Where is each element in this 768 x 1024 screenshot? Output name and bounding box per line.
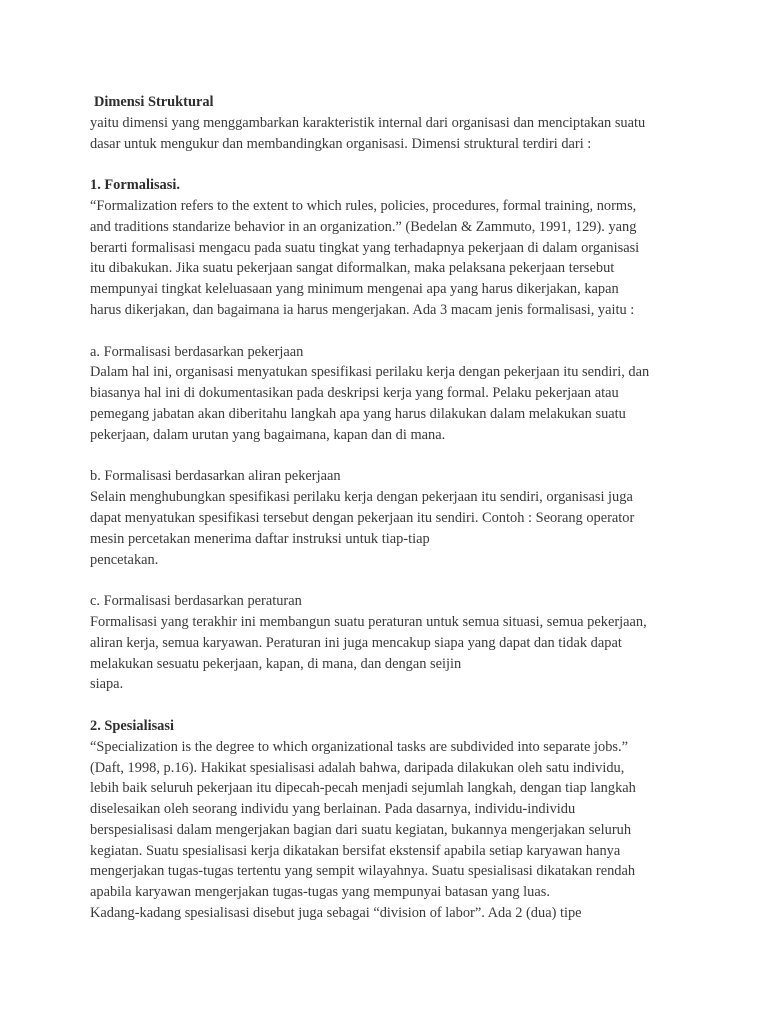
paragraph-line: Formalisasi yang terakhir ini membangun suatu peraturan untuk semua situasi, semua pekerjaan, bbox=[90, 613, 647, 630]
paragraph-line: Dalam hal ini, organisasi menyatukan spesifikasi perilaku kerja dengan pekerjaan itu sendiri, dan bbox=[90, 364, 650, 381]
paragraph-line: aliran kerja, semua karyawan. Peraturan ini juga mencakup siapa yang dapat dan tidak dapat bbox=[90, 634, 622, 651]
document-page bbox=[90, 92, 690, 924]
paragraph-line: pencetakan. bbox=[90, 551, 159, 568]
section-heading-spesialisasi: 2. Spesialisasi bbox=[90, 717, 174, 734]
paragraph-gap bbox=[90, 321, 690, 342]
subsection-heading-a: a. Formalisasi berdasarkan pekerjaan bbox=[90, 343, 304, 360]
paragraph-line: mempunyai tingkat keleluasaan yang minimum mengenai apa yang harus dikerjakan, kapan bbox=[90, 281, 619, 298]
paragraph-line: pekerjaan, dalam urutan yang bagaimana, kapan dan di mana. bbox=[90, 426, 446, 443]
paragraph-line: siapa. bbox=[90, 676, 124, 693]
paragraph-line: and traditions standarize behavior in an organization.” (Bedelan & Zammuto, 1991, 129). yang bbox=[90, 218, 637, 235]
paragraph-line: “Specialization is the degree to which organizational tasks are subdivided into separate jobs.” bbox=[90, 738, 629, 755]
paragraph-line: harus dikerjakan, dan bagaimana ia harus mengerjakan. Ada 3 macam jenis formalisasi, yaitu : bbox=[90, 301, 635, 318]
paragraph-line: itu dibakukan. Jika suatu pekerjaan sangat diformalkan, maka pelaksana pekerjaan tersebut bbox=[90, 260, 615, 277]
paragraph-line: mesin percetakan menerima daftar instruksi untuk tiap-tiap bbox=[90, 530, 430, 547]
paragraph-line: kegiatan. Suatu spesialisasi kerja dikatakan bersifat ekstensif apabila setiap karyawan hanya bbox=[90, 842, 621, 859]
subsection-heading-b: b. Formalisasi berdasarkan aliran pekerjaan bbox=[90, 468, 341, 485]
subsection-heading-c: c. Formalisasi berdasarkan peraturan bbox=[90, 593, 302, 610]
paragraph-line: mengerjakan tugas-tugas tertentu yang sempit wilayahnya. Suatu spesialisasi dikatakan rendah bbox=[90, 863, 636, 880]
paragraph-gap bbox=[90, 570, 690, 591]
paragraph-line: Kadang-kadang spesialisasi disebut juga sebagai “division of labor”. Ada 2 (dua) tipe bbox=[90, 905, 582, 922]
paragraph-line: Selain menghubungkan spesifikasi perilaku kerja dengan pekerjaan itu sendiri, organisasi juga bbox=[90, 489, 633, 506]
document-title: Dimensi Struktural bbox=[94, 94, 214, 110]
paragraph-line: (Daft, 1998, p.16). Hakikat spesialisasi adalah bahwa, daripada dilakukan oleh satu individu, bbox=[90, 759, 625, 776]
intro-line: dasar untuk mengukur dan membandingkan organisasi. Dimensi struktural terdiri dari : bbox=[90, 135, 592, 152]
paragraph-gap bbox=[90, 154, 690, 175]
paragraph-line: melakukan sesuatu pekerjaan, kapan, di mana, dan dengan seijin bbox=[90, 655, 462, 672]
paragraph-line: “Formalization refers to the extent to which rules, policies, procedures, formal training, norms, bbox=[90, 197, 637, 214]
paragraph-line: lebih baik seluruh pekerjaan itu dipecah-pecah menjadi sejumlah langkah, dengan tiap langkah bbox=[90, 780, 636, 797]
paragraph-line: diselesaikan oleh seorang individu yang berlainan. Pada dasarnya, individu-individu bbox=[90, 801, 576, 818]
section-heading-formalisasi: 1. Formalisasi. bbox=[90, 177, 180, 194]
intro-line: yaitu dimensi yang menggambarkan karakteristik internal dari organisasi dan menciptakan suatu bbox=[90, 114, 646, 131]
paragraph-line: dapat menyatukan spesifikasi tersebut dengan pekerjaan itu sendiri. Contoh : Seorang operator bbox=[90, 509, 635, 526]
paragraph-line: biasanya hal ini di dokumentasikan pada deskripsi kerja yang formal. Pelaku pekerjaan atau bbox=[90, 385, 619, 402]
paragraph-gap bbox=[90, 695, 690, 716]
paragraph-gap bbox=[90, 446, 690, 467]
paragraph-line: pemegang jabatan akan diberitahu langkah apa yang harus dilakukan dalam melakukan suatu bbox=[90, 405, 626, 422]
paragraph-line: berarti formalisasi mengacu pada suatu tingkat yang terhadapnya pekerjaan di dalam organisasi bbox=[90, 239, 640, 256]
paragraph-line: berspesialisasi dalam mengerjakan bagian dari suatu kegiatan, bukannya mengerjakan seluruh bbox=[90, 821, 632, 838]
paragraph-line: apabila karyawan mengerjakan tugas-tugas yang mempunyai batasan yang luas. bbox=[90, 884, 550, 901]
